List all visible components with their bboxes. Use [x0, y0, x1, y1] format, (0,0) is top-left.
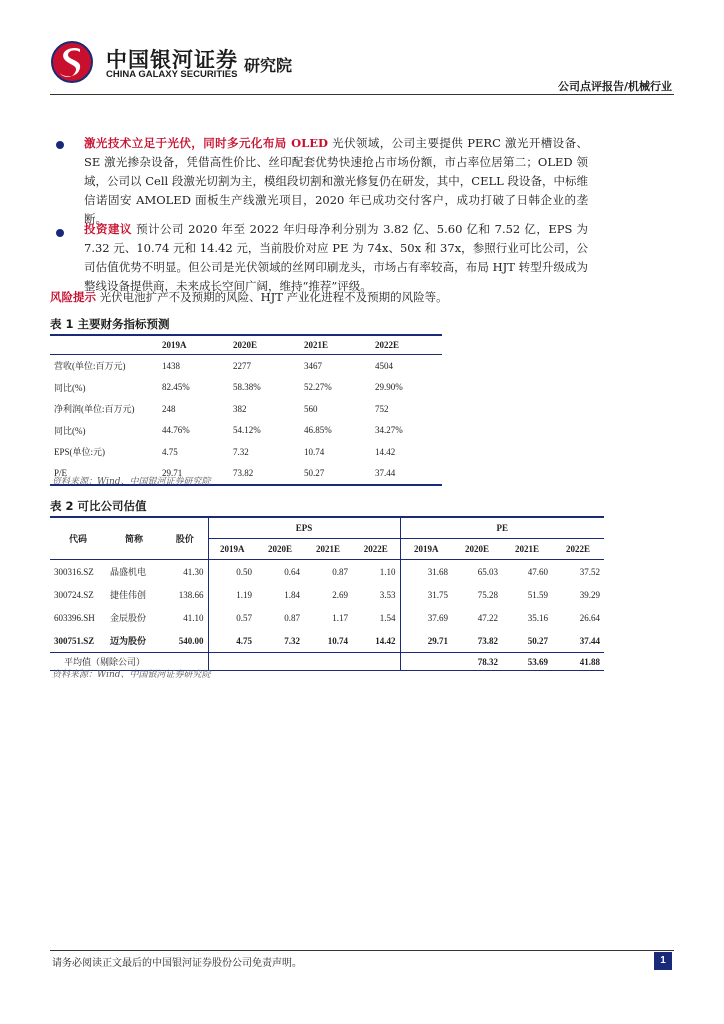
- table-cell: 44.76%: [162, 425, 190, 436]
- cell-code: 603396.SH: [54, 612, 95, 623]
- cell-eps: 1.54: [379, 612, 396, 623]
- table-cell: 382: [233, 403, 247, 414]
- cell-eps: 7.32: [284, 635, 300, 646]
- header-group-pe: PE: [400, 517, 604, 539]
- cell-empty: [256, 653, 304, 671]
- cell-empty: [208, 653, 256, 671]
- table-header-cell: 2020E: [233, 340, 258, 350]
- cell-eps: 0.87: [284, 612, 300, 623]
- cell-pe: 37.69: [400, 606, 452, 629]
- cell-price: 540.00: [178, 635, 204, 646]
- table-cell: 50.27: [304, 468, 325, 479]
- table2-title: 表 2 可比公司估值: [50, 499, 147, 513]
- table-row: [50, 420, 442, 442]
- cell-price: 138.66: [178, 589, 204, 600]
- page-number: 1: [654, 952, 672, 970]
- cell-eps: 1.17: [332, 612, 348, 623]
- cell-name: 金辰股份: [110, 613, 147, 623]
- table-header-cell: 2022E: [375, 340, 400, 350]
- header-name: 简称: [106, 517, 162, 560]
- table-cell: 14.42: [375, 446, 396, 457]
- table-cell: 52.27%: [304, 382, 332, 393]
- header-eps-year: 2022E: [363, 544, 388, 554]
- header-code: 代码: [50, 517, 106, 560]
- cell-pe: 50.27: [527, 635, 548, 646]
- cell-code: 300751.SZ: [54, 635, 95, 646]
- risk-text: 光伏电池扩产不及预期的风险、HJT 产业化进程不及预期的风险等。: [99, 290, 448, 304]
- cell-code: 300316.SZ: [54, 566, 94, 577]
- table-header-row: [50, 335, 442, 355]
- table-header-cell: 2021E: [304, 340, 329, 350]
- header-pe-year: 2021E: [514, 544, 539, 554]
- cell-pe: 26.64: [579, 612, 600, 623]
- bullet-paragraph-technology: [84, 134, 588, 229]
- table-cell: 58.38%: [233, 382, 261, 393]
- cell-pe: 47.60: [527, 566, 548, 577]
- table-cell: 2277: [233, 360, 251, 371]
- table-cell: 82.45%: [162, 382, 190, 393]
- header-pe-year: 2022E: [565, 544, 590, 554]
- brand-institute: 研究院: [244, 56, 293, 75]
- table-cell: 46.85%: [304, 425, 332, 436]
- cell-eps: 0.87: [332, 566, 348, 577]
- header-pe-year: 2020E: [464, 544, 489, 554]
- risk-warning: [50, 288, 650, 307]
- cell-eps: 0.64: [284, 566, 300, 577]
- header-divider: [50, 94, 674, 95]
- table2-source: 资料来源：Wind、中国银河证券研究院: [52, 670, 211, 680]
- financial-forecast-table: [50, 334, 442, 486]
- cell-eps: 14.42: [375, 635, 396, 646]
- cell-pe: 65.03: [477, 566, 498, 577]
- comparable-valuation-table: [50, 516, 604, 671]
- cell-eps: 2.69: [332, 589, 348, 600]
- cell-pe: 29.71: [400, 629, 452, 653]
- cell-pe: 31.68: [400, 560, 452, 584]
- footer-disclaimer: 请务必阅读正文最后的中国银河证券股份公司免责声明。: [52, 958, 302, 969]
- table1-source: 资料来源：Wind、中国银河证券研究院: [52, 477, 211, 487]
- bullet-highlight: 激光技术立足于光伏，同时多元化布局 OLED: [84, 136, 328, 150]
- table-cell: 73.82: [233, 468, 254, 479]
- cell-pe: 75.28: [477, 589, 498, 600]
- report-type: 公司点评报告/机械行业: [557, 80, 672, 93]
- header-price: 股价: [162, 517, 208, 560]
- cell-empty: [352, 653, 400, 671]
- table-cell: 7.32: [233, 446, 249, 457]
- table-row: [50, 560, 604, 584]
- table-row: [50, 441, 442, 463]
- header-pe-year: 2019A: [400, 539, 452, 560]
- cell-pe: 37.44: [579, 635, 600, 646]
- cell-eps: 1.19: [208, 583, 256, 606]
- bullet-dot-icon: [56, 141, 64, 149]
- cell-code: 300724.SZ: [54, 589, 94, 600]
- bullet-text: 光伏领域，公司主要提供 PERC 激光开槽设备、SE 激光掺杂设备，凭借高性价比、丝印配套优势快速抢占市场份额，市占率位居第二；OLED 领域，公司以 Cell 段激光切割为主，模组段切割和激光修复仍在研发，其中，CELL 段设备，中标维信诺固安 AMOLED 面板生产线激光项目，2020 年已成功交付客户，成功打破了日韩企业的垄断。: [84, 136, 589, 226]
- row-label: 同比(%): [54, 382, 86, 393]
- table1-title: 表 1 主要财务指标预测: [50, 317, 170, 331]
- row-label: 同比(%): [54, 425, 86, 436]
- table-cell: 1438: [162, 360, 180, 371]
- cell-eps: 4.75: [208, 629, 256, 653]
- table-cell: 560: [304, 403, 318, 414]
- table-cell: 29.90%: [375, 382, 403, 393]
- cell-eps: 0.50: [208, 560, 256, 584]
- header-eps-year: 2019A: [208, 539, 256, 560]
- cell-empty: [304, 653, 352, 671]
- table-cell: 248: [162, 403, 176, 414]
- header-group-eps: EPS: [208, 517, 400, 539]
- average-label: 平均值（剔除公司）: [50, 653, 208, 671]
- cell-name: 迈为股份: [110, 636, 147, 646]
- table-row: [50, 377, 442, 399]
- table-header-cell: 2019A: [162, 340, 187, 350]
- cell-empty: [400, 653, 452, 671]
- row-label: EPS(单位:元): [54, 447, 106, 458]
- bullet-dot-icon: [56, 229, 64, 237]
- table-row: [50, 606, 604, 629]
- cell-eps: 1.84: [284, 589, 300, 600]
- cell-name: 晶盛机电: [110, 567, 147, 577]
- cell-eps: 0.57: [208, 606, 256, 629]
- cell-pe: 47.22: [477, 612, 498, 623]
- header-eps-year: 2020E: [267, 544, 292, 554]
- table-cell: 4.75: [162, 446, 178, 457]
- table-row: [50, 398, 442, 420]
- cell-pe: 31.75: [400, 583, 452, 606]
- table-cell: 4504: [375, 360, 393, 371]
- table-cell: 54.12%: [233, 425, 261, 436]
- footer-divider: [50, 950, 674, 951]
- table-cell: 34.27%: [375, 425, 403, 436]
- cell-price: 41.10: [183, 612, 204, 623]
- table-cell: 29.71: [162, 468, 183, 479]
- table-row: [50, 583, 604, 606]
- table-cell: 10.74: [304, 446, 325, 457]
- brand-name-en: CHINA GALAXY SECURITIES: [106, 69, 238, 80]
- cell-pe: 35.16: [527, 612, 548, 623]
- risk-label: 风险提示: [50, 290, 96, 304]
- row-label: 营收(单位:百万元): [54, 361, 126, 372]
- table-row: [50, 355, 442, 377]
- cell-name: 捷佳伟创: [110, 590, 147, 600]
- bullet-highlight: 投资建议: [84, 222, 132, 236]
- row-label: 净利润(单位:百万元): [54, 404, 135, 415]
- cell-pe: 39.29: [579, 589, 600, 600]
- bullet-paragraph-investment: [84, 220, 588, 296]
- header-eps-year: 2021E: [315, 544, 340, 554]
- cell-price: 41.30: [183, 566, 204, 577]
- table-cell: 752: [375, 403, 389, 414]
- cell-eps: 10.74: [327, 635, 348, 646]
- cell-avg-pe: 53.69: [502, 653, 552, 671]
- cell-eps: 1.10: [379, 566, 396, 577]
- row-label: P/E: [54, 468, 68, 479]
- cell-avg-pe: 41.88: [552, 653, 604, 671]
- cell-eps: 3.53: [379, 589, 396, 600]
- table-cell: 37.44: [375, 468, 396, 479]
- table-cell: 3467: [304, 360, 322, 371]
- cell-pe: 51.59: [527, 589, 548, 600]
- table-row-target-company: [50, 629, 604, 653]
- bullet-text: 预计公司 2020 年至 2022 年归母净利分别为 3.82 亿、5.60 亿和 7.52 亿，EPS 为 7.32 元、10.74 元和 14.42 元，当前股价对应 PE 为 74x、50x 和 37x，参照行业可比公司，公司估值优势不明显。但公司是光伏领域的丝网印刷龙头，市场占有率较高，布局 HJT 转型升级成为整线设备提供商，未来成长空间广阔，维持“推荐”评级。: [84, 222, 588, 293]
- cell-pe: 73.82: [477, 635, 498, 646]
- brand-name-cn: 中国银河证券: [106, 48, 238, 72]
- galaxy-logo-icon: [50, 40, 94, 84]
- cell-pe: 37.52: [579, 566, 600, 577]
- table-header-cell: [50, 335, 158, 355]
- cell-avg-pe: 78.32: [452, 653, 502, 671]
